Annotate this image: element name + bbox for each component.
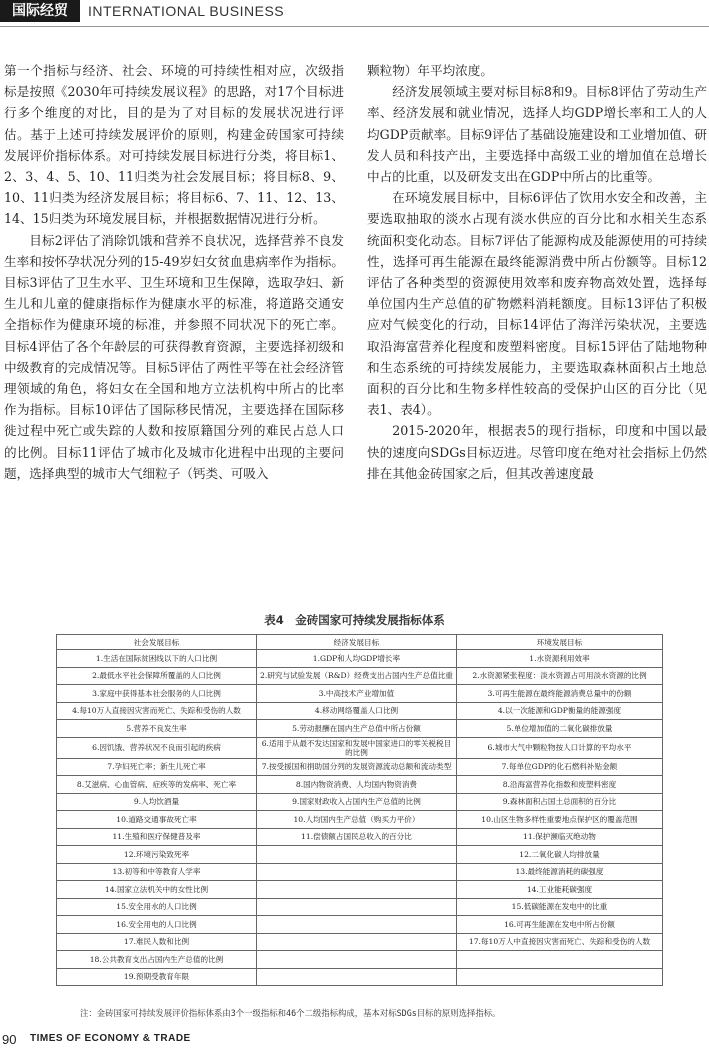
table-row [57,968,663,986]
environmental-indicator: 1.水资源利用效率 [456,650,662,668]
environmental-indicator: 3.可再生能源在最终能源消费总量中的份额 [456,685,662,703]
table-row [57,811,663,829]
social-indicator: 8.艾滋病、心血管病、症疾等的发病率、死亡率 [57,776,257,794]
economic-indicator: 2.研究与试验发展（R&D）经费支出占国内生产总值比重 [256,667,456,685]
environmental-indicator: 16.可再生能源在发电中所占份额 [456,916,662,934]
table-row [57,793,663,811]
economic-indicator: 5.劳动报酬在国内生产总值中所占份额 [256,720,456,738]
table-row [57,650,663,668]
body-paragraph: 2015-2020年，根据表5的现行指标，印度和中国以最快的速度向SDGs目标迈进。尽管印度在绝对社会指标上仍然排在其他金砖国家之后，但其改善速度最 [367,423,707,481]
table-row [57,881,663,899]
body-paragraph: 在环境发展目标中，目标6评估了饮用水安全和改善，主要选取抽取的淡水占现有淡水供应的百分比和水相关生态系统面积变化动态。目标7评估了能源构成及能源使用的可持续性，选择可再生能源在最终能源消费中所占份额等。目标12评估了各种类型的资源使用效率和废弃物高效处置，选择每单位国内生产总值的矿物燃料消耗额度。目标13评估了积极应对气候变化的行动，目标14评估了海洋污染状况，主要选取沿海富营养化程度和废塑料密度。目标15评估了陆地物种和生态系统的可持续发展能力，主要选取森林面积占土地总面积的百分比和生物多样性较高的受保护山区的百分比（见表1、表4）。 [367,190,707,418]
social-indicator: 15.安全用水的人口比例 [57,898,257,916]
body-paragraph: 第一个指标与经济、社会、环境的可持续性相对应，次级指标是按照《2030年可持续发展议程》的思路，对17个目标进行多个维度的对比，目的是为了对目标的发展状况进行评估。基于上述可持续发展评价的原则，构建金砖国家可持续发展评价指标体系。对可持续发展目标进行分类，将目标1、2、3、4、5、10、11归类为社会发展目标；将目标8、9、10、11归类为经济发展目标；将目标6、7、11、12、13、14、15归类为环境发展目标，并根据数据情况进行分析。 [4,63,344,227]
social-indicator: 1.生活在国际贫困线以下的人口比例 [57,650,257,668]
environmental-indicator [456,951,662,969]
body-paragraph: 经济发展领域主要对标目标8和9。目标8评估了劳动生产率、经济发展和就业情况，选择人均GDP增长率和工人的人均GDP贡献率。目标9评估了基础设施建设和工业增加值、研发人员和科技产出，主要选择中高级工业的增加值在总增长中占的比重，以及研发支出在GDP中所占的比重等。 [367,84,707,185]
table-title: 表4 金砖国家可持续发展指标体系 [264,613,445,627]
social-indicator: 17.难民人数和比例 [57,933,257,951]
economic-indicator: 8.国内物资消费、人均国内物资消费 [256,776,456,794]
economic-indicator [256,916,456,934]
environmental-indicator: 2.水资源紧张程度：淡水资源占可用淡水资源的比例 [456,667,662,685]
social-indicator: 18.公共教育支出占国内生产总值的比例 [57,951,257,969]
economic-indicator [256,933,456,951]
social-indicator: 19.预期受教育年限 [57,968,257,986]
indicator-table [56,634,663,986]
page-number: 90 [2,1032,17,1047]
economic-indicator: 9.国家财政收入占国内生产总值的比例 [256,793,456,811]
environmental-indicator: 12.二氧化碳人均排放量 [456,846,662,864]
table-row [57,720,663,738]
environmental-indicator: 7.每单位GDP的化石燃料补贴金额 [456,758,662,776]
table-row [57,846,663,864]
left-column [4,60,344,484]
col-header-economic: 经济发展目标 [256,635,456,650]
environmental-indicator: 4.以一次能源和GDP衡量的能源强度 [456,702,662,720]
economic-indicator: 3.中高技术产业增加值 [256,685,456,703]
environmental-indicator: 17.每10万人中直接因灾害而死亡、失踪和受伤的人数 [456,933,662,951]
economic-indicator: 11.偿债额占国民总收入的百分比 [256,828,456,846]
environmental-indicator: 9.森林面积占国土总面积的百分比 [456,793,662,811]
page-footer [0,1030,709,1048]
table-row [57,758,663,776]
section-tag: 国际经贸 [0,0,80,22]
economic-indicator: 6.适用于从最不发达国家和发展中国家进口的零关税税目的比例 [256,737,456,758]
body-paragraph: 目标2评估了消除饥饿和营养不良状况，选择营养不良发生率和按怀孕状况分列的15-49岁妇女贫血患病率作为指标。目标3评估了卫生水平、卫生环境和卫生保障，选取孕妇、新生儿和儿童的健康指标作为健康水平的标准，将道路交通安全指标作为健康环境的标准，并参照不同状况下的死亡率。目标4评估了各个年龄层的可获得教育资源，主要选择初级和中级教育的完成情况等。目标5评估了两性平等在社会经济管理领域的角色，将妇女在全国和地方立法机构中所占的比率作为指标。目标10评估了国际移民情况，主要选择在国际移徙过程中死亡或失踪的人数和按原籍国分列的难民占总人口的比例。目标11评估了城市化及城市化进程中出现的主要问题，选择典型的城市大气细粒子（钙类、可吸入 [4,232,344,481]
table-row [57,898,663,916]
economic-indicator: 4.移动网络覆盖人口比例 [256,702,456,720]
environmental-indicator: 11.保护濒临灭绝动物 [456,828,662,846]
economic-indicator [256,881,456,899]
social-indicator: 6.因饥饿、营养状况不良而引起的疾病 [57,737,257,758]
economic-indicator [256,951,456,969]
col-header-social: 社会发展目标 [57,635,257,650]
economic-indicator [256,863,456,881]
environmental-indicator: 13.最终能源消耗的碳强度 [456,863,662,881]
table-row [57,685,663,703]
right-column [367,60,707,484]
page-header [0,0,709,28]
table-row [57,828,663,846]
social-indicator: 12.环境污染致死率 [57,846,257,864]
economic-indicator [256,968,456,986]
social-indicator: 4.每10万人直接因灾害而死亡、失踪和受伤的人数 [57,702,257,720]
environmental-indicator: 14.工业能耗碳强度 [456,881,662,899]
social-indicator: 13.初等和中等教育人学率 [57,863,257,881]
col-header-environmental: 环境发展目标 [456,635,662,650]
table-row [57,951,663,969]
environmental-indicator: 5.单位增加值的二氧化碳排放量 [456,720,662,738]
economic-indicator: 1.GDP和人均GDP增长率 [256,650,456,668]
body-paragraph: 颗粒物）年平均浓度。 [367,63,493,78]
table-row [57,776,663,794]
table-note: 注：金砖国家可持续发展评价指标体系由3个一级指标和46个二级指标构成，基本对标SDGs目标的原则选择指标。 [80,1008,501,1018]
environmental-indicator: 6.城市大气中颗粒物按人口计算的平均水平 [456,737,662,758]
table-header-row [57,635,663,650]
environmental-indicator: 15.低碳能源在发电中的比重 [456,898,662,916]
table-row [57,667,663,685]
social-indicator: 10.道路交通事故死亡率 [57,811,257,829]
environmental-indicator: 8.沿海富营养化指数和废塑料密度 [456,776,662,794]
magazine-name: TIMES OF ECONOMY & TRADE [30,1033,191,1044]
social-indicator: 7.孕妇死亡率；新生儿死亡率 [57,758,257,776]
social-indicator: 16.安全用电的人口比例 [57,916,257,934]
table-row [57,863,663,881]
table-row [57,702,663,720]
social-indicator: 11.生殖和医疗保健普及率 [57,828,257,846]
economic-indicator: 7.按受援国和捐助国分列的发展资源流动总额和流动类型 [256,758,456,776]
social-indicator: 2.最低水平社会保障所覆盖的人口比例 [57,667,257,685]
social-indicator: 3.家庭中获得基本社会服务的人口比例 [57,685,257,703]
social-indicator: 9.人均饮酒量 [57,793,257,811]
social-indicator: 14.国家立法机关中的女性比例 [57,881,257,899]
environmental-indicator: 10.山区生物多样性重要地点保护区的覆盖范围 [456,811,662,829]
section-title: INTERNATIONAL BUSINESS [88,3,285,19]
environmental-indicator [456,968,662,986]
economic-indicator: 10.人均国内生产总值（购买力平价） [256,811,456,829]
table-row [57,933,663,951]
social-indicator: 5.营养不良发生率 [57,720,257,738]
economic-indicator [256,846,456,864]
header-rule [0,26,709,27]
table-row [57,737,663,758]
table-row [57,916,663,934]
economic-indicator [256,898,456,916]
